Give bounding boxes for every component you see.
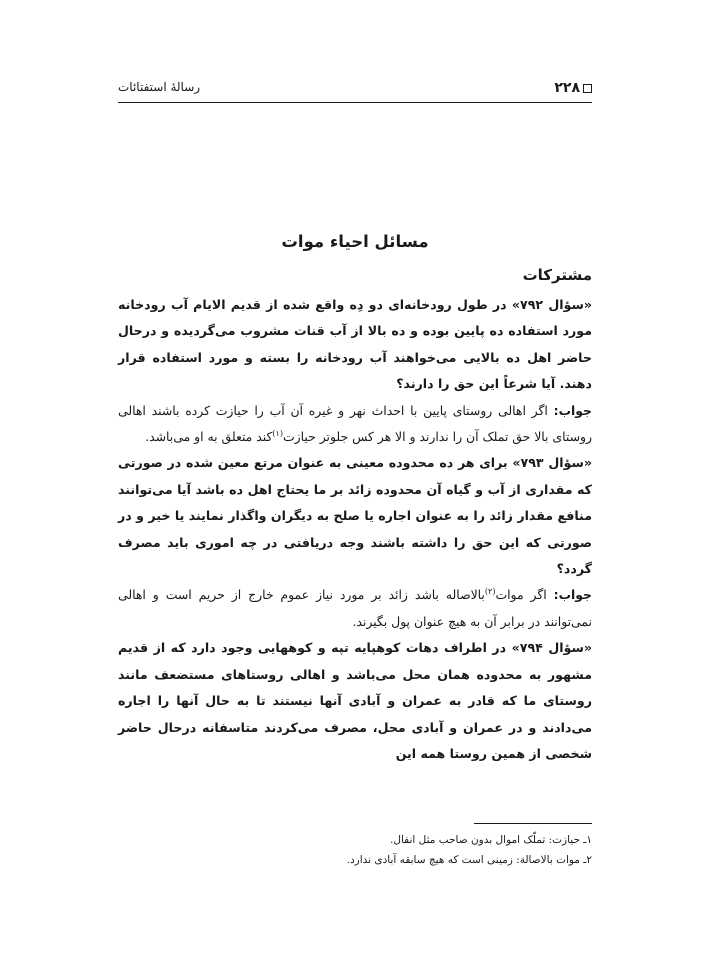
header-divider bbox=[118, 102, 592, 103]
answer-label: جواب: bbox=[553, 402, 592, 418]
question-number: «سؤال ۷۹۴» bbox=[511, 640, 592, 656]
answer-label: جواب: bbox=[553, 587, 592, 603]
page-number: ۲۲۸ bbox=[554, 80, 580, 96]
question-paragraph bbox=[118, 292, 592, 398]
answer-text: اگر موات bbox=[495, 587, 547, 603]
footnote-marker: (۲) bbox=[484, 587, 496, 597]
page-header bbox=[118, 80, 592, 100]
answer-paragraph bbox=[118, 398, 592, 451]
question-text: در طول رودخانه‌ای دو دِه واقع شده از قدیم الایام آب رودخانه مورد استفاده ده پایین بوده و ده بالا از آب قنات مشروب می‌گردیده و درحال حاضر اهل ده بالایی می‌خواهند آب رودخانه را بسته و مورد استفاده قرار دهند. آیا شرعاً این حق را دارند؟ bbox=[118, 297, 592, 392]
answer-text: اگر اهالی روستای پایین با احداث نهر و غیره آن آب را حیازت کرده باشند اهالی روستای بالا حق تملک آن را ندارند و الا هر کس جلوتر حیازت bbox=[118, 402, 592, 445]
answer-text-continued: بالاصاله باشد زائد بر مورد نیاز عموم خارج از حریم است و اهالی نمی‌توانند در برابر آن به هیچ عنوان پول بگیرند. bbox=[118, 587, 592, 629]
footnote-marker: (۱) bbox=[272, 428, 283, 438]
question-paragraph bbox=[118, 635, 592, 767]
answer-paragraph bbox=[118, 582, 592, 635]
footnote-divider bbox=[474, 823, 592, 824]
footnotes bbox=[118, 830, 592, 870]
footnote: ۲ـ موات بالاصالة: زمینی است که هیچ سابقه آبادی ندارد. bbox=[346, 854, 592, 866]
question-number: «سؤال ۷۹۳» bbox=[512, 455, 592, 471]
running-title: رسالهٔ استفتائات bbox=[118, 80, 201, 94]
main-content bbox=[118, 226, 592, 767]
question-number: «سؤال ۷۹۲» bbox=[511, 297, 593, 312]
page-number-group bbox=[554, 80, 592, 96]
answer-text-continued: کند متعلق به او می‌باشد. bbox=[145, 429, 273, 445]
question-text: در اطراف دهات کوهپایه تپه و کوههایی وجود دارد که از قدیم مشهور به محدوده همان محل می‌باشد و اهالی روستاهای مستضعف مانند روستای ما که قادر به عمران و آبادی آنها نیستند تا به حال آنها را اجاره می‌دادند و در عمران و آبادی محل، مصرف می‌کردند متاسفانه درحال حاضر شخصی از همین روستا همه این bbox=[118, 640, 592, 761]
footnote: ۱ـ حیازت: تملّک اموال بدون صاحب مثل انفال. bbox=[389, 834, 592, 846]
question-text: برای هر ده محدوده معینی به عنوان مرتع معین شده در صورتی که مقداری از آب و گیاه آن محدوده زائد بر ما یحتاج اهل ده باشد آیا می‌توانند منافع مقدار زائد را به عنوان اجاره یا صلح به دیگران واگذار نمایند یا خیر و در صورتی که این حق را داشته باشند وجه دریافتی در چه اموری باید مصرف گردد؟ bbox=[118, 455, 592, 577]
section-title: مسائل احیاء موات bbox=[281, 232, 429, 251]
square-bullet-icon bbox=[583, 84, 592, 93]
subsection-title: مشترکات bbox=[522, 266, 592, 284]
question-paragraph bbox=[118, 450, 592, 582]
